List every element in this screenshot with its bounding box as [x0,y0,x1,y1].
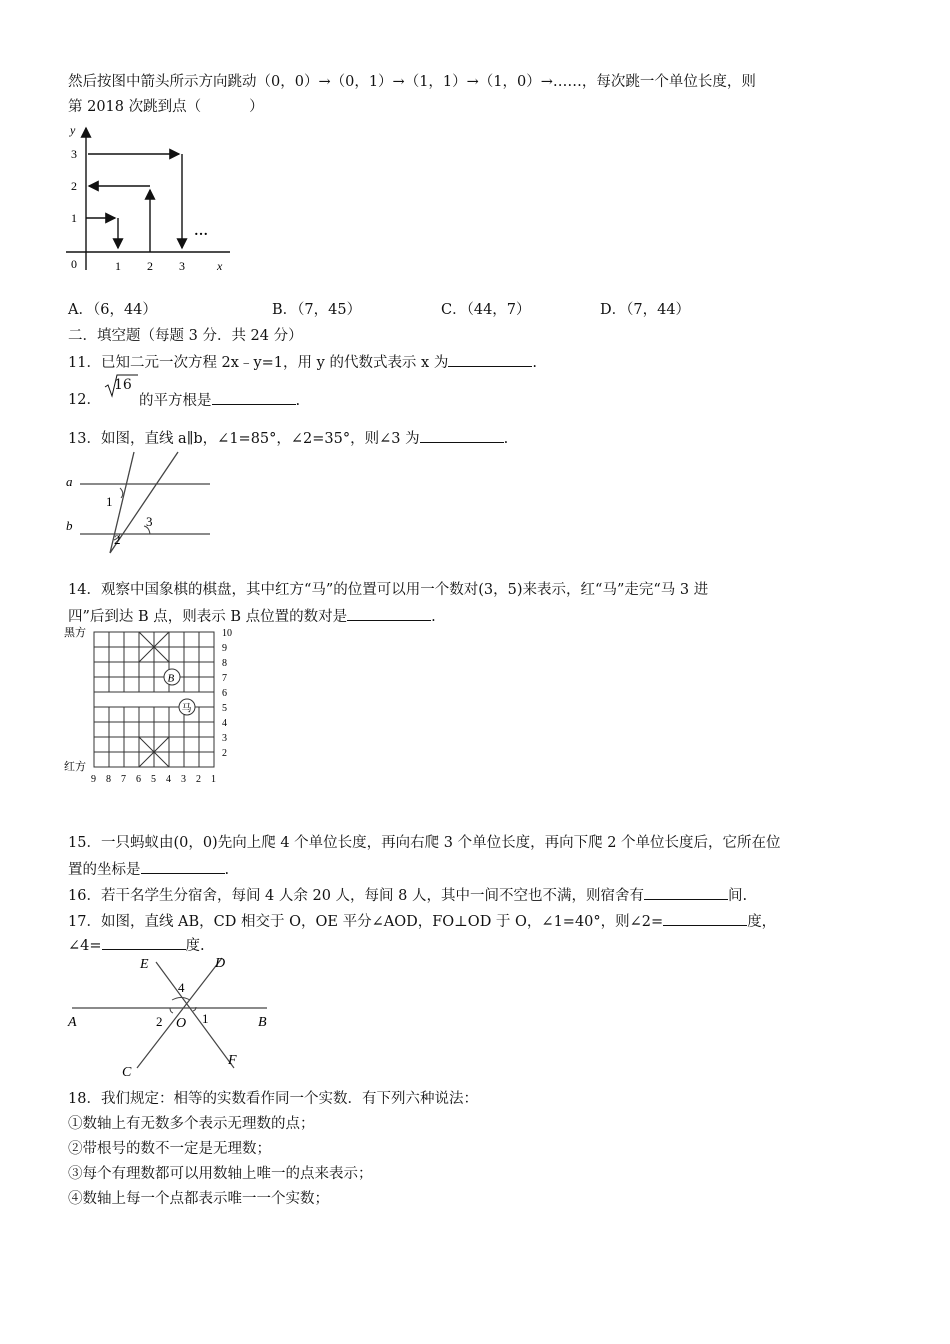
q14-text: 四”后到达 B 点，则表示 B 点位置的数对是 [68,609,348,625]
q10-xtick-2: 2 [147,259,153,273]
q17-angle-2: 2 [156,1014,163,1029]
q14-line1: 14．观察中国象棋的棋盘，其中红方“马”的位置可以用一个数对(3，5)来表示，红“马”走完“马 3 进 [68,582,709,598]
q10-jump-figure [62,120,237,278]
q11-answer-blank[interactable] [448,352,532,367]
q17-answer-blank-2[interactable] [663,911,747,926]
q10-line2-close: ） [249,99,264,115]
section-title: 二．填空题（每题 3 分．共 24 分） [68,328,303,344]
q13-end: . [503,431,509,447]
q14-row-2: 2 [222,748,227,759]
q17-label-B: B [258,1015,267,1030]
q14-row-6: 6 [222,688,227,699]
q12-end: . [295,393,301,409]
q13 [68,428,508,449]
q15-answer-blank[interactable] [141,859,225,874]
q16-end: 间. [728,888,748,904]
q14-red-side-label: 红方 [64,761,86,773]
q12-text: 的平方根是 [139,393,212,409]
q14-row-4: 4 [222,718,227,729]
q10-ytick-3: 3 [71,147,77,161]
q10-option-b[interactable]: B．（7，45） [272,302,362,318]
q13-angle-3: 3 [146,514,153,529]
q10-option-d[interactable]: D．（7，44） [600,302,691,318]
q14-black-side-label: 黑方 [64,627,86,639]
q17-label-F: F [228,1053,237,1068]
q15-line1: 15．一只蚂蚁由(0，0)先向上爬 4 个单位长度，再向右爬 3 个单位长度，再向下爬 2 个单位长度后，它所在位 [68,835,781,851]
q14-row-7: 7 [222,673,227,684]
q10-ellipsis: … [194,224,208,239]
q14-col-2: 2 [196,774,201,785]
q17-intersecting-lines-figure [62,950,277,1082]
q14-col-7: 7 [121,774,126,785]
q14-col-8: 8 [106,774,111,785]
q14-answer-blank[interactable] [347,606,431,621]
q14-piece-b-label: B [167,672,175,685]
q10-ytick-1: 1 [71,211,77,225]
q13-angle-1: 1 [106,494,113,509]
q11-end: . [532,355,537,371]
q14-col-4: 4 [166,774,171,785]
q17-unit-1: 度， [747,914,777,930]
q10-y-label: y [70,123,76,137]
q10-xtick-1: 1 [115,259,121,273]
q14-row-5: 5 [222,703,227,714]
q10-ytick-2: 2 [71,179,77,193]
q14-col-1: 1 [211,774,216,785]
q12-answer-blank[interactable] [212,390,296,405]
q12-radicand: 16 [114,377,132,393]
q17-angle-1: 1 [202,1011,209,1026]
q14-row-10: 10 [222,628,232,639]
q14-row-9: 9 [222,643,227,654]
q18-item-2: ②带根号的数不一定是无理数； [68,1141,271,1157]
q17-label-E: E [140,957,149,972]
q15-line2 [68,859,229,880]
q11 [68,352,537,373]
q18-intro: 18．我们规定：相等的实数看作同一个实数．有下列六种说法： [68,1091,478,1107]
q14-chess-board [62,622,242,787]
q10-line1: 然后按图中箭头所示方向跳动（0，0）→（0，1）→（1，1）→（1，0）→……，每次跳一个单位长度，则 [68,74,756,90]
q15-text: 置的坐标是 [68,862,141,878]
q13-angle-2: 2 [114,532,121,547]
q18-item-1: ①数轴上有无数多个表示无理数的点； [68,1116,315,1132]
q18-item-3: ③每个有理数都可以用数轴上唯一的点来表示； [68,1166,373,1182]
q14-row-8: 8 [222,658,227,669]
q14-end: . [431,609,436,625]
q10-x-label: x [217,259,223,273]
q13-answer-blank[interactable] [420,428,504,443]
q14-piece-ma-label: 马 [181,703,192,715]
q15-end: . [224,862,230,878]
q13-text: 13．如图，直线 a∥b，∠1=85°，∠2=35°，则∠3 为 [68,431,420,447]
q18-item-4: ④数轴上每一个点都表示唯一一个实数； [68,1191,329,1207]
q10-xtick-3: 3 [179,259,185,273]
q17-angle4-text: ∠4= [68,938,102,954]
q17-label-A: A [68,1015,77,1030]
q12-line [139,390,300,411]
q11-text: 11．已知二元一次方程 2x﹣y=1，用 y 的代数式表示 x 为 [68,355,449,371]
q10-option-a[interactable]: A．（6，44） [68,302,157,318]
q13-label-a: a [66,474,73,489]
q17-text: 17．如图，直线 AB，CD 相交于 O，OE 平分∠AOD，FO⊥OD 于 O，∠1=40°，则∠2= [68,914,664,930]
q13-label-b: b [66,518,73,533]
q17-answer-blank-4[interactable] [102,935,186,950]
q14-row-3: 3 [222,733,227,744]
q16 [68,885,747,906]
q17-label-O: O [176,1016,187,1031]
q14-col-9: 9 [91,774,96,785]
q14-col-5: 5 [151,774,156,785]
q12-num: 12． [68,392,101,408]
q17-angle-4: 4 [178,980,185,995]
q10-origin-label: 0 [71,257,77,271]
q10-line2 [68,97,264,117]
q10-option-c[interactable]: C．（44，7） [441,302,531,318]
q17-label-C: C [122,1065,132,1080]
q17-unit-2: 度. [185,938,205,954]
q14-col-3: 3 [181,774,186,785]
q14-col-6: 6 [136,774,141,785]
q13-parallel-lines-figure [62,450,217,555]
q17-line1 [68,911,776,932]
q17-label-D: D [215,956,226,971]
q16-text: 16．若干名学生分宿舍，每间 4 人余 20 人，每间 8 人，其中一间不空也不满，则宿舍有 [68,888,645,904]
q16-answer-blank[interactable] [644,885,728,900]
q10-line2-text: 第 2018 次跳到点（ [68,99,202,115]
